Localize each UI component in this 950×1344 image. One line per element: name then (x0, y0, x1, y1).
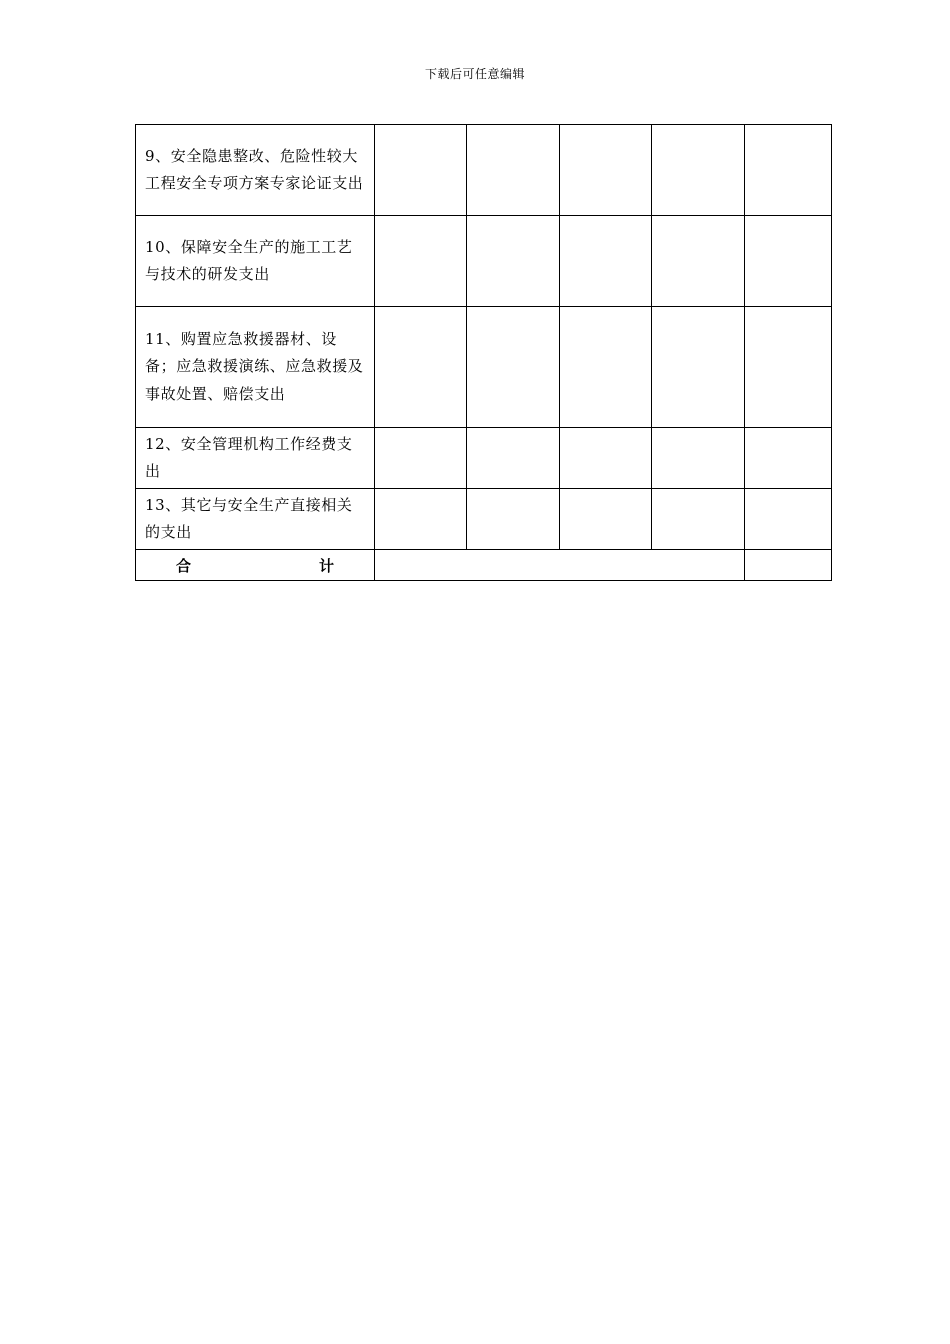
item-label: 13、其它与安全生产直接相关的支出 (136, 489, 375, 550)
value-cell[interactable] (560, 216, 652, 307)
header-note: 下载后可任意编辑 (424, 67, 525, 81)
total-row (136, 550, 832, 581)
expense-table (135, 124, 832, 581)
value-cell[interactable] (652, 489, 745, 550)
value-cell[interactable] (560, 428, 652, 489)
item-label: 9、安全隐患整改、危险性较大工程安全专项方案专家论证支出 (136, 125, 375, 216)
value-cell[interactable] (745, 125, 832, 216)
table-row (136, 216, 832, 307)
value-cell[interactable] (467, 216, 560, 307)
value-cell[interactable] (467, 125, 560, 216)
value-cell[interactable] (560, 307, 652, 428)
table-row (136, 307, 832, 428)
value-cell[interactable] (467, 307, 560, 428)
value-cell[interactable] (375, 307, 467, 428)
item-label: 10、保障安全生产的施工工艺与技术的研发支出 (136, 216, 375, 307)
value-cell[interactable] (652, 125, 745, 216)
value-cell[interactable] (560, 125, 652, 216)
value-cell[interactable] (745, 216, 832, 307)
total-char-2: 计 (318, 556, 334, 575)
table-row (136, 428, 832, 489)
value-cell[interactable] (745, 489, 832, 550)
total-char-1: 合 (176, 556, 192, 575)
table-row (136, 125, 832, 216)
value-cell[interactable] (652, 307, 745, 428)
total-value-cell[interactable] (745, 550, 832, 581)
value-cell[interactable] (375, 428, 467, 489)
value-cell[interactable] (745, 307, 832, 428)
table-row (136, 489, 832, 550)
total-merged-cell[interactable] (375, 550, 745, 581)
value-cell[interactable] (560, 489, 652, 550)
value-cell[interactable] (467, 489, 560, 550)
value-cell[interactable] (467, 428, 560, 489)
value-cell[interactable] (375, 489, 467, 550)
value-cell[interactable] (745, 428, 832, 489)
total-label (136, 550, 375, 581)
value-cell[interactable] (375, 125, 467, 216)
item-label: 11、购置应急救援器材、设备；应急救援演练、应急救援及事故处置、赔偿支出 (136, 307, 375, 428)
item-label: 12、安全管理机构工作经费支出 (136, 428, 375, 489)
value-cell[interactable] (652, 216, 745, 307)
value-cell[interactable] (375, 216, 467, 307)
value-cell[interactable] (652, 428, 745, 489)
